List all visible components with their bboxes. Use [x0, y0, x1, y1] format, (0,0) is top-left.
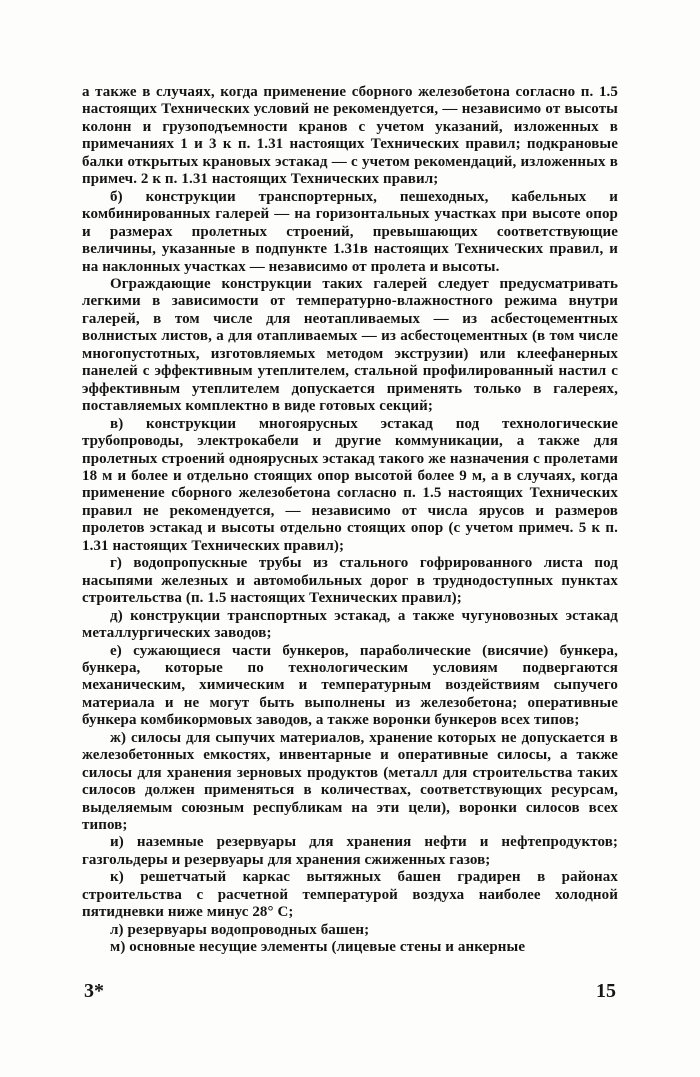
paragraph-item-k: к) решетчатый каркас вытяжных башен градирен в районах строительства с расчетной температурой воздуха наиболее холодной пятидневки ниже минус 28° С; — [82, 869, 618, 921]
paragraph-item-zh: ж) силосы для сыпучих материалов, хранение которых не допускается в железобетонных емкостях, инвентарные и оперативные силосы, а также силосы для хранения зерновых продуктов (металл для строительства таких силосов должен применяться в количествах, соответствующих ресурсам, выделяемым союзным республикам на эти цели), воронки силосов всех типов; — [82, 729, 618, 834]
paragraph-item-l: л) резервуары водопроводных башен; — [110, 921, 370, 938]
paragraph-item-v: в) конструкции многоярусных эстакад под технологические трубопроводы, электрокабели и другие коммуникации, а также для пролетных строений одноярусных эстакад такого же назначения с пролетами 18 м и более и отдельно стоящих опор высотой более 9 м, а в случаях, когда применение сборного железобетона согласно п. 1.5 настоящих Технических правил не рекомендуется, — независимо от числа ярусов и размеров пролетов эстакад и высоты отдельно стоящих опор (с учетом примеч. 5 к п. 1.31 настоящих Технических правил); — [82, 415, 618, 554]
paragraph-item-e: е) сужающиеся части бункеров, параболические (висячие) бункера, бункера, которые по технологическим условиям подвергаются механическим, химическим и температурным воздействиям сыпучего материала и не могут быть выполнены из железобетона; оперативные бункера комбикормовых заводов, а также воронки бункеров всех типов; — [82, 642, 618, 729]
paragraph-continuation: а также в случаях, когда применение сборного железобетона согласно п. 1.5 настоящих Технических условий не рекомендуется, — независимо от высоты колонн и грузоподъемности кранов с учетом указаний, изложенных в примечаниях 1 и 3 к п. 1.31 настоящих Технических правил; подкрановые балки открытых крановых эстакад — с учетом рекомендаций, изложенных в примеч. 2 к п. 1.31 настоящих Технических правил; — [82, 84, 618, 188]
paragraph-item-i: и) наземные резервуары для хранения нефти и нефтепродуктов; газгольдеры и резервуары для хранения сжиженных газов; — [82, 834, 618, 868]
paragraph-item-g: г) водопропускные трубы из стального гофрированного листа под насыпями железных и автомобильных дорог в труднодоступных пунктах строительства (п. 1.5 настоящих Технических правил); — [82, 555, 618, 607]
paragraph-enclosing-structures: Ограждающие конструкции таких галерей следует предусматривать легкими в зависимости от температурно-влажностного режима внутри галерей, в том числе для неотапливаемых — из асбестоцементных волнистых листов, а для отапливаемых — из асбестоцементных (в том числе многопустотных, изготовляемых методом экструзии) или клеефанерных панелей с эффективным утеплителем, стальной профилированный настил с эффективным утеплителем допускается применять только в галереях, поставляемых комплектно в виде готовых секций; — [82, 275, 618, 415]
signature-mark: 3* — [84, 980, 104, 1002]
paragraph-item-d: д) конструкции транспортных эстакад, а также чугуновозных эстакад металлургических заводов; — [82, 607, 618, 642]
document-body — [82, 84, 618, 957]
paragraph-item-b: б) конструкции транспортерных, пешеходных, кабельных и комбинированных галерей — на горизонтальных участках при высоте опор и размерах пролетных строений, превышающих соответствующие величины, указанные в подпункте 1.31в настоящих Технических правил, и на наклонных участках — независимо от пролета и высоты. — [82, 188, 618, 275]
page-number: 15 — [596, 980, 616, 1002]
paragraph-item-m: м) основные несущие элементы (лицевые стены и анкерные — [110, 939, 526, 956]
